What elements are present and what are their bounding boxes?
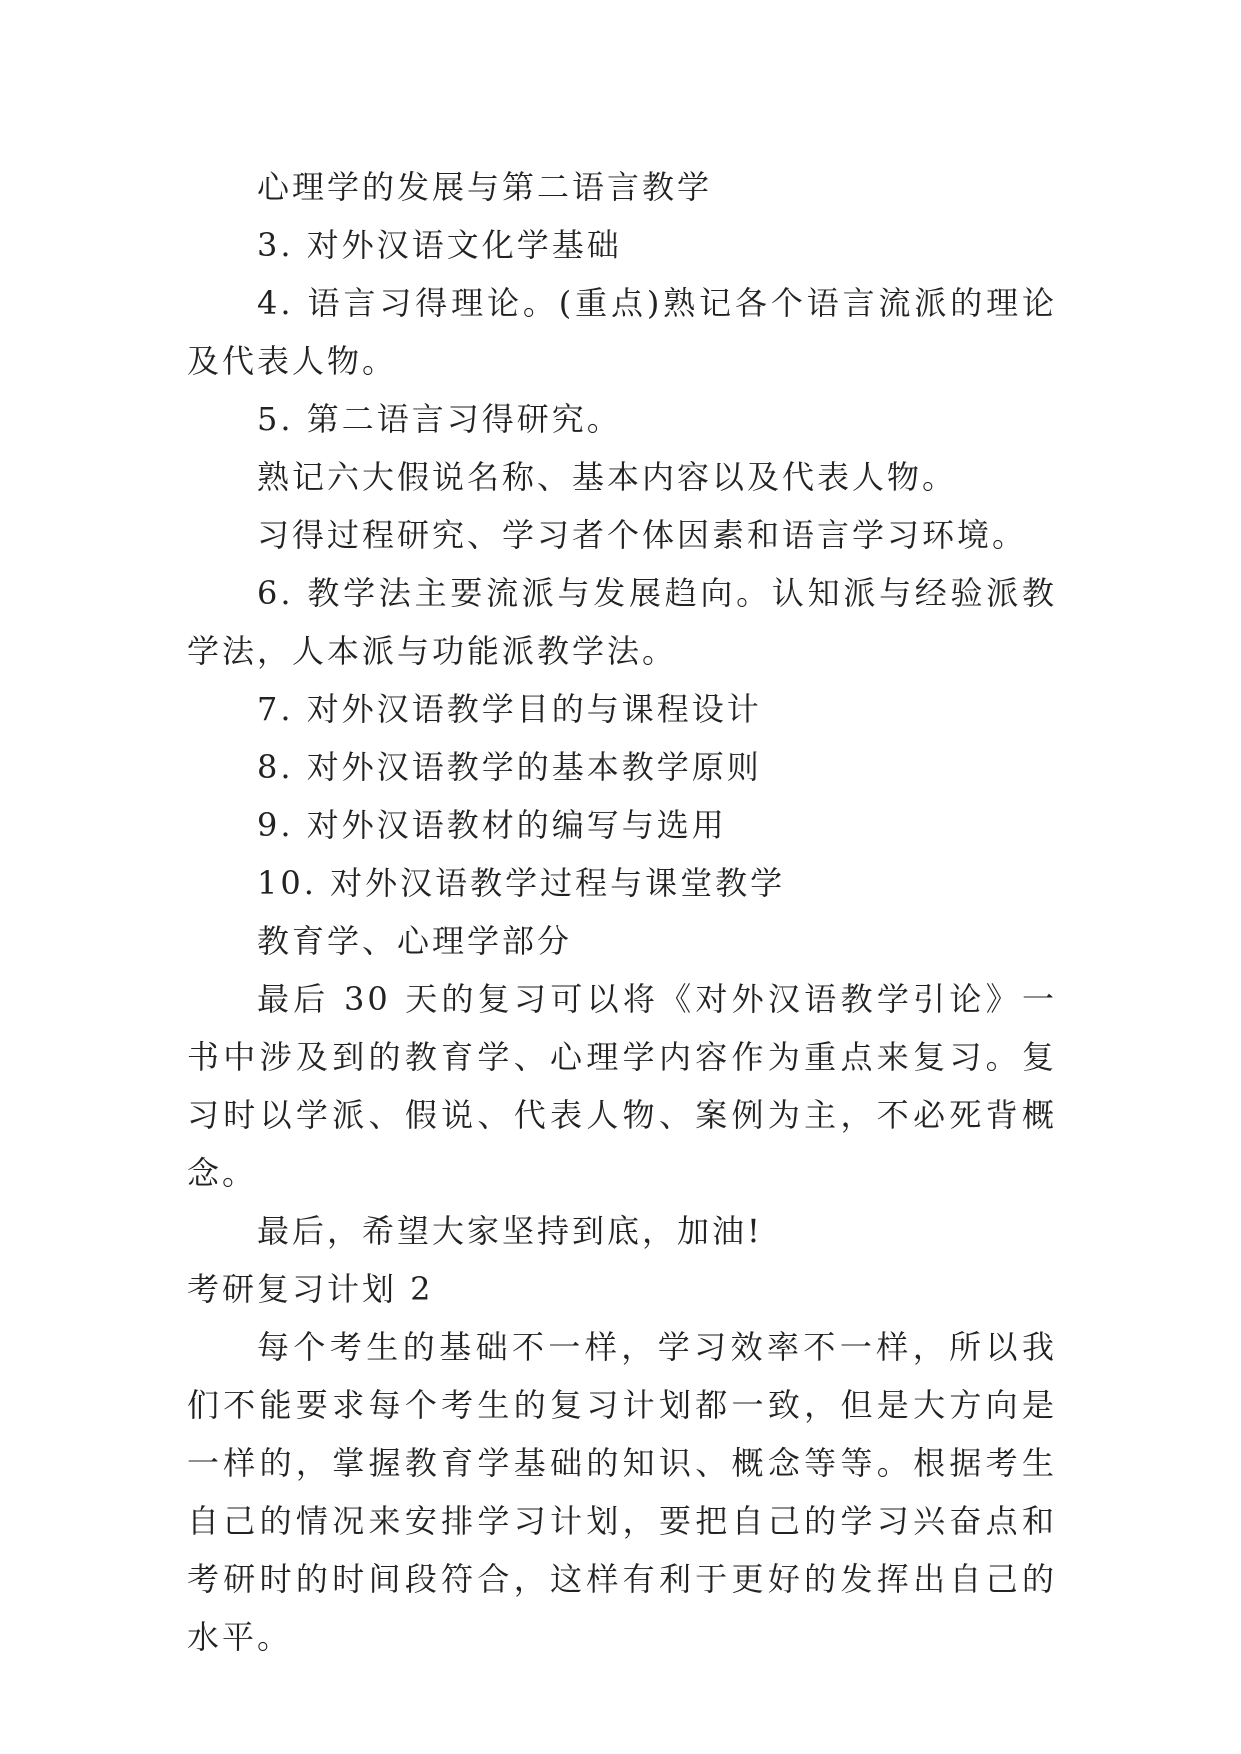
paragraph: 熟记六大假说名称、基本内容以及代表人物。 — [257, 458, 958, 496]
paragraph: 每个考生的基础不一样，学习效率不一样，所以我们不能要求每个考生的复习计划都一致，但是大方向是一样的，掌握教育学基础的知识、概念等等。根据考生自己的情况来安排学习计划，要把自己的学习兴奋点和考研时的时间段符合，这样有利于更好的发挥出自己的水平。 — [187, 1328, 1057, 1656]
list-item: 6. 教学法主要流派与发展趋向。认知派与经验派教学法，人本派与功能派教学法。 — [187, 574, 1057, 670]
paragraph: 习得过程研究、学习者个体因素和语言学习环境。 — [257, 516, 1028, 554]
list-item: 5. 第二语言习得研究。 — [257, 400, 622, 438]
paragraph: 心理学的发展与第二语言教学 — [257, 168, 713, 206]
list-item: 4. 语言习得理论。(重点)熟记各个语言流派的理论及代表人物。 — [187, 284, 1057, 380]
list-item: 9. 对外汉语教材的编写与选用 — [257, 806, 727, 844]
paragraph: 教育学、心理学部分 — [257, 922, 573, 960]
list-item: 7. 对外汉语教学目的与课程设计 — [257, 690, 762, 728]
list-item: 8. 对外汉语教学的基本教学原则 — [257, 748, 762, 786]
list-item: 3. 对外汉语文化学基础 — [257, 226, 622, 264]
paragraph: 最后，希望大家坚持到底，加油! — [257, 1212, 763, 1250]
list-item: 10. 对外汉语教学过程与课堂教学 — [257, 864, 786, 902]
section-heading: 考研复习计划 2 — [187, 1270, 434, 1308]
document-body — [187, 158, 1057, 1666]
paragraph: 最后 30 天的复习可以将《对外汉语教学引论》一书中涉及到的教育学、心理学内容作为重点来复习。复习时以学派、假说、代表人物、案例为主，不必死背概念。 — [187, 980, 1057, 1192]
